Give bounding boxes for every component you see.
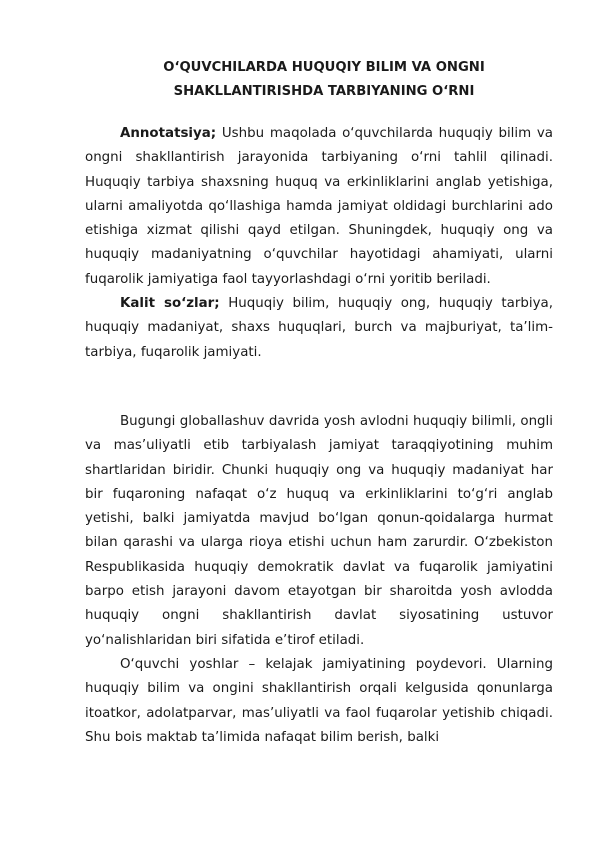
title-line-1: O‘QUVCHILARDA HUQUQIY BILIM VA ONGNI — [163, 60, 485, 75]
body-paragraph-2: O‘quvchi yoshlar – kelajak jamiyatining poydevori. Ularning huquqiy bilim va ongini shakllantirish orqali kelgusida qonunlarga itoatkor, adolatparvar, mas’uliyatli va faol fuqarolar yetishib chiqadi. Shu bois maktab ta’limida nafaqat bilim berish, balki — [85, 656, 553, 745]
keywords-paragraph — [85, 292, 553, 365]
keywords-label: Kalit so‘zlar; — [120, 296, 220, 312]
spacer — [85, 104, 553, 122]
document-title — [85, 56, 553, 104]
document-page — [85, 56, 553, 750]
body-paragraph-1: Bugungi globallashuv davrida yosh avlodni huquqiy bilimli, ongli va mas’uliyatli etib tarbiyalash jamiyat taraqqiyotining muhim shartlaridan biridir. Chunki huquqiy ong va huquqiy madaniyat har bir fuqaroning nafaqat o‘z huquq va erkinliklarini to‘g‘ri anglab yetishi, balki jamiyatda mavjud bo‘lgan qonun-qoidalarga hurmat bilan qarashi va ularga rioya etishi uchun ham zarurdir. O‘zbekiston Respublikasida huquqiy demokratik davlat va fuqarolik jamiyatini barpo etish jarayoni davom etayotgan bir sharoitda yosh avlodda huquqiy ongni shakllantirish davlat siyosatining ustuvor yo‘nalishlaridan biri sifatida e’tirof etiladi. — [85, 413, 553, 648]
abstract-paragraph — [85, 122, 553, 292]
keywords-text: Huquqiy bilim, huquqiy ong, huquqiy tarbiya, huquqiy madaniyat, shaxs huquqlari, burch va majburiyat, ta’lim-tarbiya, fuqarolik jamiyati. — [85, 296, 553, 360]
spacer — [85, 365, 553, 410]
abstract-label: Annotatsiya; — [120, 126, 217, 141]
title-line-2: SHAKLLANTIRISHDA TARBIYANING O‘RNI — [173, 84, 475, 99]
abstract-text: Ushbu maqolada o‘quvchilarda huquqiy bilim va ongni shakllantirish jarayonida tarbiyaning o‘rni tahlil qilinadi. Huquqiy tarbiya shaxsning huquq va erkinliklarini anglab yetishiga, ularni amaliyotda qo‘llashiga hamda jamiyat oldidagi burchlarini ado etishiga xizmat qilishi qayd etilgan. Shuningdek, huquqiy ong va huquqiy madaniyatning o‘quvchilar hayotidagi ahamiyati, ularni fuqarolik jamiyatiga faol tayyorlashdagi o‘rni yoritib beriladi. — [85, 126, 553, 287]
